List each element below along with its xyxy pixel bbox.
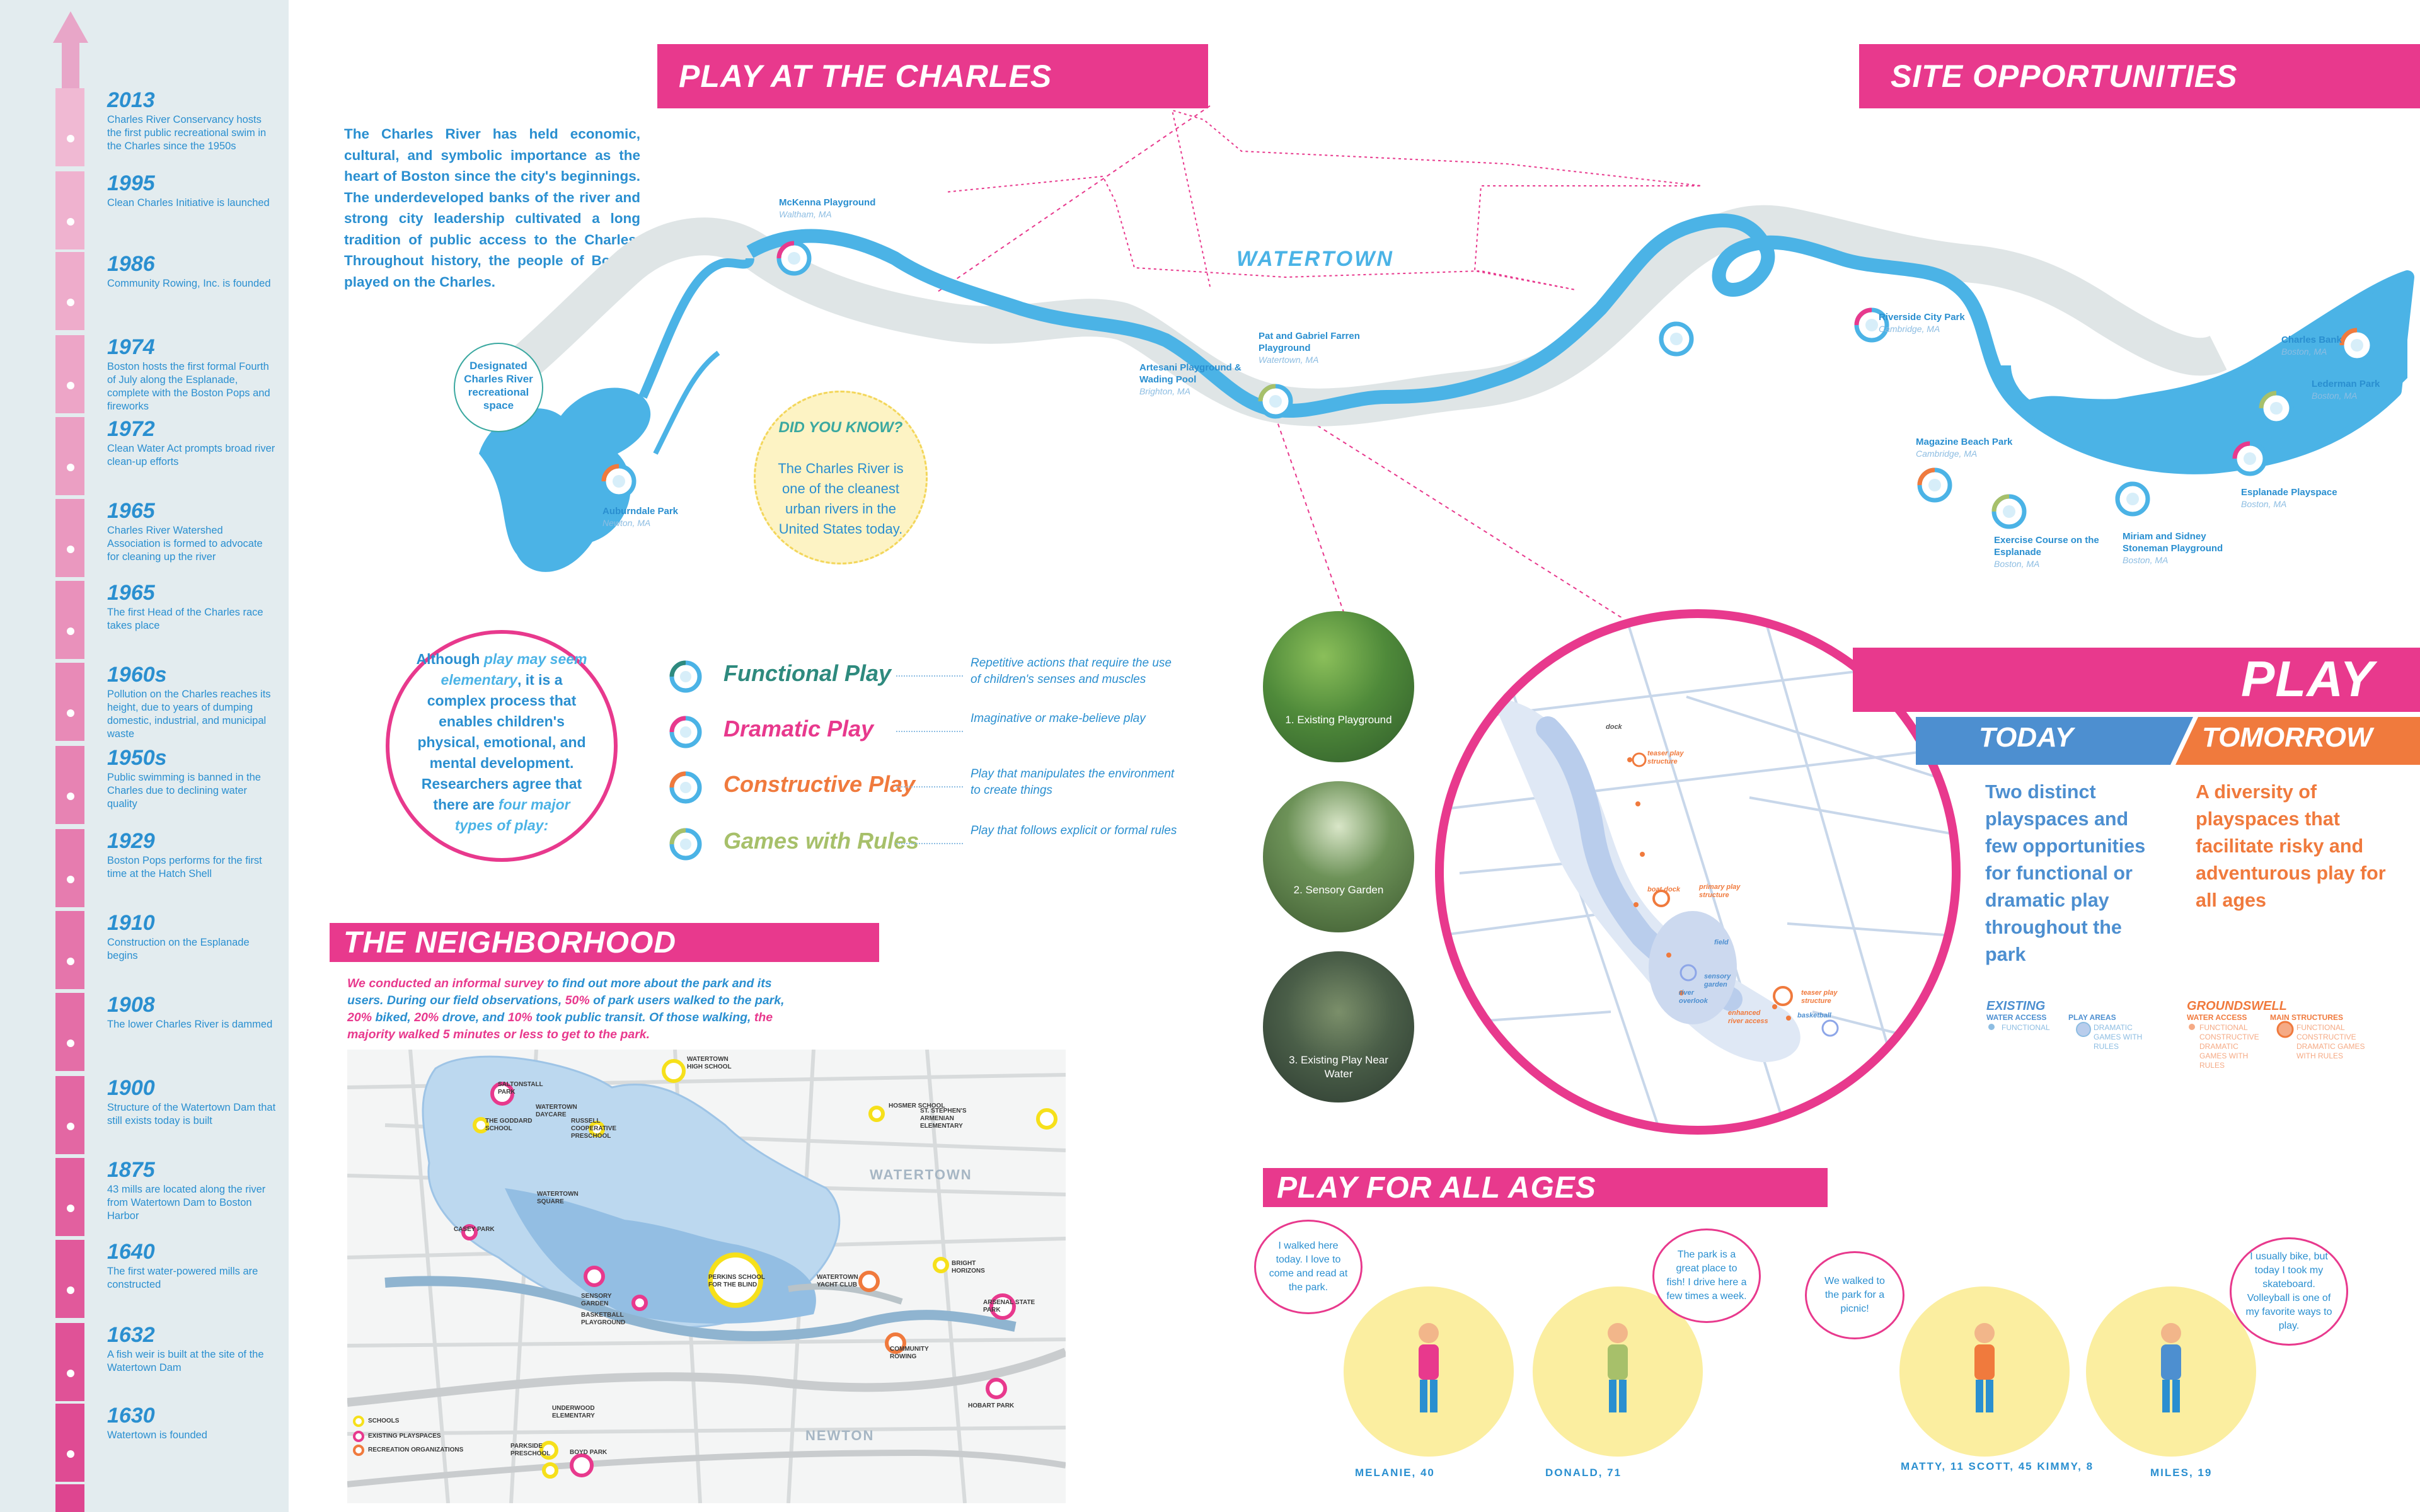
neighborhood-map-label: CASEY PARK — [454, 1226, 495, 1233]
timeline-year: 1875 — [107, 1158, 155, 1182]
timeline-segment — [55, 663, 84, 741]
location-name: Magazine Beach Park — [1916, 437, 2013, 447]
play-type-desc: Imaginative or make-believe play — [971, 712, 1146, 725]
location-name: Charles Bank — [2281, 335, 2342, 345]
timeline-year: 1908 — [107, 993, 155, 1017]
play-type-ring-icon — [667, 769, 705, 806]
play-type-ring-icon — [667, 658, 705, 696]
neighborhood-marker[interactable] — [354, 1446, 363, 1455]
timeline-segment — [55, 581, 84, 659]
timeline-text: Construction on the Esplanade begins — [107, 937, 250, 961]
neighborhood-marker[interactable] — [664, 1061, 684, 1081]
location-city: Waltham, MA — [779, 209, 832, 219]
legend-dramatic-games: DRAMATIC GAMES WITH RULES — [2094, 1023, 2143, 1051]
site-map-label: enhanced river access — [1728, 1009, 1768, 1025]
neighborhood-map-label: SALTONSTALL PARK — [498, 1081, 543, 1096]
timeline-year: 1950s — [107, 746, 167, 770]
timeline-segment — [55, 1404, 84, 1482]
timeline-dot — [67, 135, 74, 142]
neighborhood-marker[interactable] — [544, 1464, 556, 1477]
neighborhood-map-label: WATERTOWN HIGH SCHOOL — [687, 1056, 732, 1070]
timeline-text: Public swimming is banned in the Charles due to declining water quality — [107, 772, 261, 810]
legend-existing: EXISTING — [1986, 999, 2046, 1013]
location-ring-center — [1670, 333, 1683, 345]
survey-stat3: 20% — [414, 1011, 439, 1024]
location-name: Esplanade Playspace — [2241, 487, 2337, 498]
timeline-segment — [55, 911, 84, 989]
location-name: Exercise Course on the Esplanade — [1994, 535, 2099, 558]
timeline-text: Structure of the Watertown Dam that still exists today is built — [107, 1102, 276, 1126]
neighborhood-marker[interactable] — [354, 1417, 363, 1426]
timeline-dot — [67, 382, 74, 389]
watertown-label: WATERTOWN — [1236, 247, 1394, 271]
site-photo-label: 3. Existing Play Near Water — [1289, 1054, 1388, 1080]
site-photo-label: 2. Sensory Garden — [1293, 884, 1384, 896]
location-ring-center — [1928, 479, 1941, 491]
timeline-entry — [107, 1076, 277, 1128]
timeline-text: A fish weir is built at the site of the Watertown Dam — [107, 1349, 264, 1373]
site-photo[interactable] — [1263, 611, 1414, 762]
timeline-segment — [55, 746, 84, 824]
timeline-year: 1965 — [107, 581, 155, 605]
tomorrow-text: A diversity of playspaces that facilitate risky and adventurous play for all ages — [2196, 781, 2386, 911]
timeline-entry — [107, 829, 277, 881]
timeline-entry — [107, 499, 277, 564]
neighborhood-map-label: UNDERWOOD ELEMENTARY — [552, 1405, 595, 1419]
timeline-dot — [67, 464, 74, 471]
legend-gs-water: WATER ACCESS — [2187, 1013, 2247, 1022]
timeline-segment — [55, 1323, 84, 1401]
neighborhood-map-label: RUSSELL COOPERATIVE PRESCHOOL — [571, 1118, 617, 1140]
timeline-dot — [67, 1286, 74, 1294]
timeline-entry — [107, 1240, 277, 1292]
timeline-entry — [107, 1158, 277, 1223]
legend-main-structures: MAIN STRUCTURES — [2270, 1013, 2343, 1022]
person-quote-bubble: I usually bike, but today I took my skateboard. Volleyball is one of my favorite ways to play. — [2230, 1237, 2348, 1346]
person-figure-icon — [1391, 1318, 1466, 1425]
play-type-name: Dramatic Play — [723, 716, 874, 742]
location-name: Pat and Gabriel Farren Playground — [1259, 331, 1360, 353]
site-map-label: field — [1714, 939, 1729, 946]
timeline-segment — [55, 1484, 84, 1512]
neighborhood-map-label: WATERTOWN SQUARE — [537, 1191, 579, 1205]
timeline-dot — [67, 709, 74, 717]
timeline-dot — [67, 218, 74, 226]
timeline-year: 1640 — [107, 1240, 155, 1264]
timeline-entry — [107, 335, 277, 413]
timeline-year: 1965 — [107, 499, 155, 523]
legend-play-areas: PLAY AREAS — [2068, 1013, 2116, 1022]
location-ring-center — [2270, 402, 2283, 415]
tomorrow-label: TOMORROW — [2202, 722, 2373, 753]
timeline-segment — [55, 1240, 84, 1318]
timeline-dot — [67, 793, 74, 800]
survey-stat4: 10% — [507, 1011, 533, 1024]
neighborhood-map-label: HOBART PARK — [968, 1402, 1015, 1409]
play-type-leader — [896, 843, 963, 844]
legend-ms-text: FUNCTIONAL CONSTRUCTIVE DRAMATIC GAMES WITH RULES — [2296, 1023, 2365, 1060]
timeline-text: The first Head of the Charles race takes place — [107, 607, 263, 631]
timeline-entry — [107, 663, 277, 741]
timeline-text: Community Rowing, Inc. is founded — [107, 278, 271, 289]
location-city: Boston, MA — [2281, 346, 2327, 357]
timeline-year: 1986 — [107, 252, 155, 276]
location-city: Boston, MA — [2312, 391, 2358, 401]
timeline-year: 2013 — [107, 88, 155, 112]
timeline-segment — [55, 335, 84, 413]
site-opportunities-banner — [1859, 44, 2420, 108]
play-intro-part2: , it is a complex process that enables children's physical, emotional, and mental development. Researchers agree that there are — [417, 672, 586, 813]
timeline-year: 1900 — [107, 1076, 155, 1100]
play-type-leader — [896, 675, 963, 677]
timeline-text: Clean Charles Initiative is launched — [107, 197, 270, 209]
timeline-entry — [107, 1404, 277, 1442]
play-at-charles-banner — [657, 44, 1208, 108]
play-type-desc: Repetitive actions that require the use of children's senses and muscles — [971, 656, 1172, 686]
timeline-year: 1632 — [107, 1323, 155, 1347]
neighborhood-marker[interactable] — [354, 1432, 363, 1441]
timeline-dot — [67, 1205, 74, 1212]
location-city: Cambridge, MA — [1879, 324, 1940, 334]
timeline-arrow — [52, 11, 89, 93]
location-city: Watertown, MA — [1259, 355, 1319, 365]
play-type-name: Functional Play — [723, 660, 892, 686]
location-city: Brighton, MA — [1139, 386, 1190, 396]
today-label: TODAY — [1979, 722, 2073, 753]
timeline-entry — [107, 417, 277, 469]
timeline-sidebar — [0, 0, 289, 1512]
timeline-year: 1630 — [107, 1404, 155, 1428]
neighborhood-legend-label: RECREATION ORGANIZATIONS — [368, 1446, 464, 1453]
neighborhood-map-label: ARSENAL STATE PARK — [983, 1299, 1035, 1314]
neighborhood-map-label: WATERTOWN DAYCARE — [536, 1104, 577, 1118]
neighborhood-map-label: PERKINS SCHOOL FOR THE BLIND — [708, 1274, 765, 1288]
neighborhood-map-label: SENSORY GARDEN — [581, 1293, 612, 1307]
location-city: Boston, MA — [2241, 499, 2287, 509]
timeline-year: 1974 — [107, 335, 155, 359]
timeline-text: The lower Charles River is dammed — [107, 1019, 273, 1030]
play-at-charles-title: PLAY AT THE CHARLES — [679, 59, 1052, 94]
neighborhood-title: THE NEIGHBORHOOD — [343, 926, 677, 959]
timeline-dot — [67, 958, 74, 965]
site-map-label: primary play structure — [1699, 883, 1741, 899]
neighborhood-marker[interactable] — [935, 1259, 947, 1271]
person-figure-icon — [2133, 1318, 2209, 1425]
neighborhood-map-label: BASKETBALL PLAYGROUND — [581, 1312, 626, 1326]
site-opportunities-title: SITE OPPORTUNITIES — [1891, 59, 2238, 94]
survey-g: the majority walked 5 minutes or less to get to the park. — [347, 1011, 773, 1041]
timeline-text: 43 mills are located along the river from Watertown Dam to Boston Harbor — [107, 1184, 266, 1222]
timeline-segment — [55, 1158, 84, 1236]
site-map-label: teaser play structure — [1647, 750, 1684, 765]
neighborhood-map-label: WATERTOWN YACHT CLUB — [817, 1274, 858, 1288]
person-quote-bubble: We walked to the park for a picnic! — [1805, 1251, 1904, 1339]
legend-functional: FUNCTIONAL — [2002, 1023, 2050, 1032]
survey-f: took public transit. Of those walking, — [532, 1011, 754, 1024]
timeline-entry — [107, 746, 277, 811]
neighborhood-marker[interactable] — [585, 1268, 603, 1285]
timeline-dot — [67, 876, 74, 883]
site-map-label: basketball — [1797, 1012, 1831, 1019]
neighborhood-legend-label: SCHOOLS — [368, 1418, 400, 1424]
timeline-text: The first water-powered mills are constructed — [107, 1266, 258, 1290]
timeline-dot — [67, 1450, 74, 1458]
timeline-entry — [107, 581, 277, 633]
timeline-dot — [67, 1040, 74, 1047]
play-type-ring-icon — [667, 713, 705, 751]
neighborhood-town-label: NEWTON — [805, 1428, 875, 1443]
timeline-text: Pollution on the Charles reaches its height, due to years of dumping domestic, industrial, and municipal waste — [107, 689, 271, 740]
timeline-segment — [55, 171, 84, 249]
location-ring-center — [1865, 319, 1878, 331]
neighborhood-marker[interactable] — [572, 1455, 592, 1475]
timeline-segment — [55, 499, 84, 577]
location-city: Cambridge, MA — [1916, 449, 1978, 459]
location-ring-center — [2003, 505, 2015, 518]
location-city: Boston, MA — [1994, 559, 2040, 569]
neighborhood-map-label: PARKSIDE PRESCHOOL — [510, 1443, 551, 1457]
site-map-label: boat dock — [1647, 886, 1680, 893]
timeline-dot — [67, 299, 74, 306]
neighborhood-marker[interactable] — [988, 1380, 1005, 1397]
timeline-entry — [107, 1323, 277, 1375]
neighborhood-map-label: THE GODDARD SCHOOL — [485, 1118, 533, 1132]
timeline-text: Watertown is founded — [107, 1429, 207, 1441]
timeline-text: Charles River Watershed Association is formed to advocate for cleaning up the river — [107, 525, 263, 563]
location-name: McKenna Playground — [779, 197, 876, 208]
location-name: Auburndale Park — [602, 506, 679, 517]
timeline-entry — [107, 252, 277, 290]
timeline-entry — [107, 88, 277, 153]
survey-stat1: 50% — [565, 994, 590, 1007]
site-photo-label: 1. Existing Playground — [1285, 714, 1392, 726]
play-intro-emph1: play may seem elementary — [441, 651, 587, 688]
location-ring-center — [613, 475, 625, 488]
location-city: Newton, MA — [602, 518, 651, 528]
survey-e: drove, and — [439, 1011, 508, 1024]
legend-groundswell: GROUNDSWELL — [2187, 999, 2287, 1013]
site-map-label: teaser play structure — [1801, 989, 1838, 1005]
play-banner — [1853, 648, 2420, 712]
timeline-year: 1929 — [107, 829, 155, 853]
location-city: Boston, MA — [2123, 555, 2169, 565]
timeline-entry — [107, 993, 277, 1031]
person-figure-icon — [1580, 1318, 1656, 1425]
timeline-segment — [55, 252, 84, 330]
site-legend-icons — [1985, 1021, 2401, 1052]
timeline-segment — [55, 88, 84, 166]
timeline-text: Charles River Conservancy hosts the first public recreational swim in the Charles since the 1950s — [107, 114, 267, 152]
play-type-name: Games with Rules — [723, 828, 919, 854]
neighborhood-survey — [347, 975, 807, 1043]
person-quote-bubble: I walked here today. I love to come and read at the park. — [1254, 1220, 1363, 1314]
site-map-label: dock — [1606, 723, 1622, 731]
play-type-leader — [896, 731, 963, 732]
play-intro-part1: Although — [416, 651, 484, 667]
person-figure-icon — [1947, 1318, 2022, 1425]
neighborhood-map-label: COMMUNITY ROWING — [890, 1346, 929, 1360]
person-name: MELANIE, 40 — [1355, 1467, 1435, 1479]
survey-stat2: 20% — [347, 1011, 372, 1024]
neighborhood-legend-label: EXISTING PLAYSPACES — [368, 1433, 441, 1440]
neighborhood-town-label: WATERTOWN — [870, 1167, 972, 1183]
play-type-desc: Play that manipulates the environment to create things — [971, 767, 1175, 797]
timeline-segment — [55, 829, 84, 907]
neighborhood-map-label: BOYD PARK — [570, 1449, 608, 1456]
play-all-ages-banner — [1263, 1168, 1828, 1207]
timeline-segment — [55, 417, 84, 495]
play-type-name: Constructive Play — [723, 771, 916, 797]
did-you-know-title: DID YOU KNOW? — [778, 419, 903, 436]
timeline-entry — [107, 911, 277, 963]
timeline-segment — [55, 1076, 84, 1154]
neighborhood-banner — [330, 923, 879, 962]
play-intro-emph2: four major types of play: — [454, 796, 570, 833]
timeline-dot — [67, 546, 74, 553]
location-ring-center — [2244, 452, 2256, 465]
location-ring-center — [1269, 395, 1282, 408]
legend-gs-functional: FUNCTIONAL CONSTRUCTIVE DRAMATIC GAMES WITH RULES — [2199, 1023, 2259, 1070]
location-name: Artesani Playground & Wading Pool — [1139, 362, 1242, 385]
timeline-dot — [67, 1370, 74, 1377]
did-you-know-text: The Charles River is one of the cleanest urban rivers in the United States today. — [778, 461, 904, 537]
timeline-text: Boston Pops performs for the first time at the Hatch Shell — [107, 855, 262, 879]
timeline-text: Clean Water Act prompts broad river clean-up efforts — [107, 443, 275, 467]
survey-a: We conducted an informal survey — [347, 976, 544, 990]
person-name: MILES, 19 — [2150, 1467, 2213, 1479]
location-name: Riverside City Park — [1879, 312, 1965, 323]
play-type-leader — [896, 786, 963, 788]
legend-water-access: WATER ACCESS — [1986, 1013, 2047, 1022]
timeline-segment — [55, 993, 84, 1071]
designated-label: Designated Charles River recreational space — [464, 360, 533, 411]
timeline-year: 1972 — [107, 417, 155, 441]
play-all-ages-title: PLAY FOR ALL AGES — [1277, 1171, 1596, 1205]
play-title: PLAY — [2241, 651, 2375, 707]
person-quote-bubble: The park is a great place to fish! I drive here a few times a week. — [1652, 1228, 1761, 1323]
location-name: Lederman Park — [2312, 379, 2380, 389]
timeline-year: 1960s — [107, 663, 167, 687]
location-ring-center — [2126, 493, 2139, 505]
timeline-dot — [67, 627, 74, 635]
play-type-desc: Play that follows explicit or formal rules — [971, 824, 1177, 837]
person-name: MATTY, 11 SCOTT, 45 KIMMY, 8 — [1901, 1460, 2094, 1472]
neighborhood-map-label: BRIGHT HORIZONS — [952, 1260, 985, 1274]
neighborhood-marker[interactable] — [870, 1108, 883, 1120]
timeline-text: Boston hosts the first formal Fourth of July along the Esplanade, complete with the Boston Pops and fireworks — [107, 361, 270, 412]
timeline-year: 1910 — [107, 911, 155, 935]
intro-text: The Charles River has held economic, cultural, and symbolic importance as the heart of Boston since the city's beginnings. The underdeveloped banks of the river and strong city leadership cultivated a long tradition of public access to the Charles. Throughout history, the people of Boston played on the Charles. — [344, 126, 640, 290]
survey-d: biked, — [372, 1011, 415, 1024]
location-name: Miriam and Sidney Stoneman Playground — [2123, 531, 2223, 554]
today-text: Two distinct playspaces and few opportunities for functional or dramatic play throughout the park — [1985, 781, 2146, 965]
neighborhood-map-label: HOSMER SCHOOL — [889, 1102, 945, 1109]
person-name: DONALD, 71 — [1545, 1467, 1622, 1479]
neighborhood-map-label: ST. STEPHEN'S ARMENIAN ELEMENTARY — [920, 1108, 967, 1130]
timeline-year: 1995 — [107, 171, 155, 195]
play-intro-text — [415, 649, 589, 836]
site-map-label: river overlook — [1679, 989, 1708, 1005]
survey-b: to find out more about the park and its users. During our field observations, — [347, 976, 772, 1007]
play-type-ring-icon — [667, 825, 705, 863]
site-map-label: sensory garden — [1704, 973, 1731, 988]
survey-c: of park users walked to the park, — [589, 994, 785, 1007]
site-photo[interactable] — [1263, 781, 1414, 932]
timeline-entry — [107, 171, 277, 210]
neighborhood-marker[interactable] — [1038, 1110, 1056, 1128]
location-ring-center — [788, 252, 800, 265]
timeline-dot — [67, 1123, 74, 1130]
